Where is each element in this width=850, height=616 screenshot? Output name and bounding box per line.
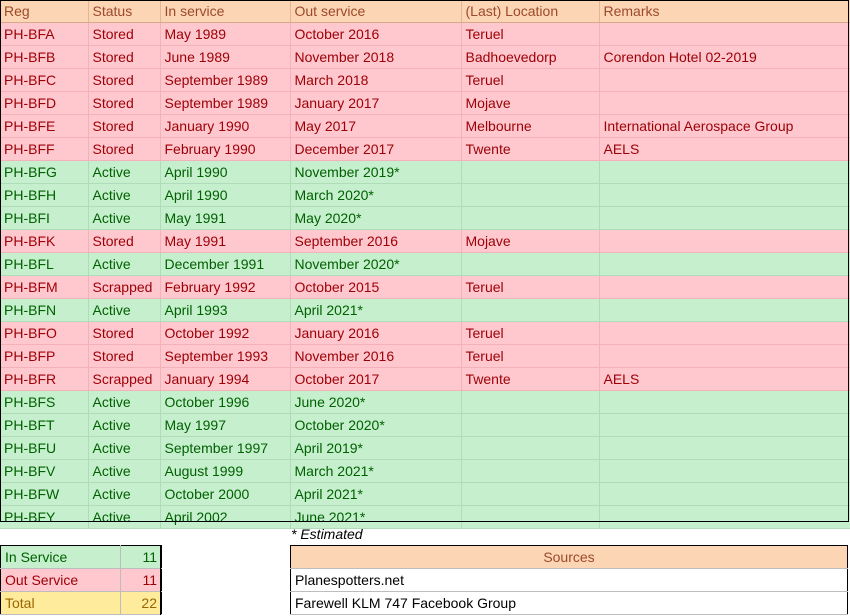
- cell-in-service[interactable]: April 1993: [160, 299, 290, 322]
- estimated-note: * Estimated: [291, 526, 363, 542]
- cell-remarks[interactable]: [599, 483, 850, 506]
- cell-reg[interactable]: PH-BFU: [0, 437, 88, 460]
- cell-location[interactable]: Teruel: [461, 345, 599, 368]
- summary-row: [1, 546, 162, 569]
- cell-remarks[interactable]: Corendon Hotel 02-2019: [599, 46, 850, 69]
- cell-reg[interactable]: PH-BFA: [0, 23, 88, 46]
- cell-reg[interactable]: PH-BFG: [0, 161, 88, 184]
- cell-in-service[interactable]: September 1993: [160, 345, 290, 368]
- cell-reg[interactable]: PH-BFP: [0, 345, 88, 368]
- cell-status[interactable]: Stored: [88, 23, 160, 46]
- header-location[interactable]: (Last) Location: [461, 0, 599, 23]
- cell-out-service[interactable]: May 2020*: [290, 207, 461, 230]
- summary-row: [1, 569, 162, 592]
- cell-status[interactable]: Active: [88, 506, 160, 529]
- cell-status[interactable]: Stored: [88, 230, 160, 253]
- cell-in-service[interactable]: April 1990: [160, 161, 290, 184]
- cell-reg[interactable]: PH-BFL: [0, 253, 88, 276]
- cell-reg[interactable]: PH-BFT: [0, 414, 88, 437]
- cell-out-service[interactable]: January 2017: [290, 92, 461, 115]
- cell-out-service[interactable]: June 2020*: [290, 391, 461, 414]
- sources-table: [290, 545, 848, 615]
- cell-location[interactable]: [461, 299, 599, 322]
- summary-row: [1, 592, 162, 615]
- table-row: [0, 46, 850, 69]
- table-row: [0, 391, 850, 414]
- cell-remarks[interactable]: AELS: [599, 368, 850, 391]
- summary-label[interactable]: In Service: [1, 546, 121, 569]
- cell-out-service[interactable]: June 2021*: [290, 506, 461, 529]
- table-row: [0, 115, 850, 138]
- cell-remarks[interactable]: [599, 230, 850, 253]
- cell-out-service[interactable]: November 2018: [290, 46, 461, 69]
- cell-reg[interactable]: PH-BFD: [0, 92, 88, 115]
- cell-remarks[interactable]: [599, 322, 850, 345]
- cell-remarks[interactable]: International Aerospace Group: [599, 115, 850, 138]
- cell-status[interactable]: Active: [88, 391, 160, 414]
- cell-remarks[interactable]: [599, 345, 850, 368]
- cell-location[interactable]: Mojave: [461, 230, 599, 253]
- cell-in-service[interactable]: May 1997: [160, 414, 290, 437]
- cell-in-service[interactable]: October 2000: [160, 483, 290, 506]
- cell-reg[interactable]: PH-BFH: [0, 184, 88, 207]
- cell-in-service[interactable]: October 1992: [160, 322, 290, 345]
- header-out-service[interactable]: Out service: [290, 0, 461, 23]
- cell-location[interactable]: Twente: [461, 368, 599, 391]
- cell-remarks[interactable]: [599, 92, 850, 115]
- header-reg[interactable]: Reg: [0, 0, 88, 23]
- summary-label[interactable]: Out Service: [1, 569, 121, 592]
- cell-status[interactable]: Active: [88, 460, 160, 483]
- cell-status[interactable]: Active: [88, 299, 160, 322]
- cell-reg[interactable]: PH-BFO: [0, 322, 88, 345]
- cell-out-service[interactable]: October 2017: [290, 368, 461, 391]
- cell-status[interactable]: Stored: [88, 322, 160, 345]
- source-item[interactable]: Planespotters.net: [291, 569, 848, 592]
- cell-out-service[interactable]: November 2019*: [290, 161, 461, 184]
- cell-remarks[interactable]: [599, 253, 850, 276]
- cell-out-service[interactable]: March 2021*: [290, 460, 461, 483]
- cell-remarks[interactable]: [599, 460, 850, 483]
- cell-out-service[interactable]: January 2016: [290, 322, 461, 345]
- cell-reg[interactable]: PH-BFF: [0, 138, 88, 161]
- cell-location[interactable]: Teruel: [461, 276, 599, 299]
- table-row: [0, 253, 850, 276]
- table-row: [0, 299, 850, 322]
- cell-location[interactable]: Teruel: [461, 322, 599, 345]
- cell-location[interactable]: [461, 414, 599, 437]
- cell-status[interactable]: Active: [88, 483, 160, 506]
- table-row: [0, 368, 850, 391]
- summary-label[interactable]: Total: [1, 592, 121, 615]
- summary-value[interactable]: 11: [121, 546, 162, 569]
- cell-out-service[interactable]: March 2018: [290, 69, 461, 92]
- cell-in-service[interactable]: January 1994: [160, 368, 290, 391]
- cell-remarks[interactable]: [599, 207, 850, 230]
- table-row: [0, 345, 850, 368]
- cell-status[interactable]: Active: [88, 161, 160, 184]
- cell-in-service[interactable]: February 1992: [160, 276, 290, 299]
- cell-out-service[interactable]: April 2021*: [290, 299, 461, 322]
- cell-in-service[interactable]: February 1990: [160, 138, 290, 161]
- cell-in-service[interactable]: April 1990: [160, 184, 290, 207]
- cell-location[interactable]: [461, 460, 599, 483]
- cell-reg[interactable]: PH-BFW: [0, 483, 88, 506]
- cell-status[interactable]: Stored: [88, 345, 160, 368]
- cell-reg[interactable]: PH-BFI: [0, 207, 88, 230]
- cell-remarks[interactable]: [599, 391, 850, 414]
- cell-status[interactable]: Scrapped: [88, 276, 160, 299]
- table-row: [0, 92, 850, 115]
- cell-status[interactable]: Stored: [88, 138, 160, 161]
- table-row: [0, 184, 850, 207]
- cell-reg[interactable]: PH-BFR: [0, 368, 88, 391]
- cell-out-service[interactable]: October 2016: [290, 23, 461, 46]
- cell-out-service[interactable]: October 2020*: [290, 414, 461, 437]
- cell-status[interactable]: Active: [88, 253, 160, 276]
- cell-location[interactable]: Badhoevedorp: [461, 46, 599, 69]
- cell-location[interactable]: [461, 161, 599, 184]
- cell-remarks[interactable]: [599, 299, 850, 322]
- cell-out-service[interactable]: April 2021*: [290, 483, 461, 506]
- cell-location[interactable]: Melbourne: [461, 115, 599, 138]
- cell-location[interactable]: Teruel: [461, 23, 599, 46]
- cell-status[interactable]: Active: [88, 207, 160, 230]
- cell-status[interactable]: Stored: [88, 115, 160, 138]
- cell-status[interactable]: Stored: [88, 46, 160, 69]
- cell-reg[interactable]: PH-BFS: [0, 391, 88, 414]
- table-row: [0, 207, 850, 230]
- cell-reg[interactable]: PH-BFC: [0, 69, 88, 92]
- summary-value[interactable]: 22: [121, 592, 162, 615]
- cell-in-service[interactable]: September 1989: [160, 69, 290, 92]
- cell-remarks[interactable]: [599, 69, 850, 92]
- cell-status[interactable]: Active: [88, 414, 160, 437]
- cell-out-service[interactable]: December 2017: [290, 138, 461, 161]
- header-status[interactable]: Status: [88, 0, 160, 23]
- cell-reg[interactable]: PH-BFK: [0, 230, 88, 253]
- cell-location[interactable]: Twente: [461, 138, 599, 161]
- cell-in-service[interactable]: August 1999: [160, 460, 290, 483]
- cell-in-service[interactable]: December 1991: [160, 253, 290, 276]
- cell-in-service[interactable]: May 1989: [160, 23, 290, 46]
- cell-location[interactable]: [461, 184, 599, 207]
- cell-remarks[interactable]: [599, 184, 850, 207]
- cell-location[interactable]: [461, 437, 599, 460]
- cell-out-service[interactable]: October 2015: [290, 276, 461, 299]
- table-row: [0, 506, 850, 529]
- table-row: [0, 69, 850, 92]
- cell-in-service[interactable]: September 1997: [160, 437, 290, 460]
- table-row: [0, 23, 850, 46]
- table-row: [0, 161, 850, 184]
- cell-out-service[interactable]: September 2016: [290, 230, 461, 253]
- cell-in-service[interactable]: May 1991: [160, 230, 290, 253]
- table-row: [0, 483, 850, 506]
- cell-reg[interactable]: PH-BFY: [0, 506, 88, 529]
- cell-status[interactable]: Active: [88, 184, 160, 207]
- cell-remarks[interactable]: [599, 437, 850, 460]
- summary-value[interactable]: 11: [121, 569, 162, 592]
- cell-out-service[interactable]: April 2019*: [290, 437, 461, 460]
- table-row: [0, 230, 850, 253]
- cell-remarks[interactable]: [599, 23, 850, 46]
- cell-reg[interactable]: PH-BFM: [0, 276, 88, 299]
- cell-status[interactable]: Scrapped: [88, 368, 160, 391]
- cell-out-service[interactable]: May 2017: [290, 115, 461, 138]
- header-in-service[interactable]: In service: [160, 0, 290, 23]
- header-remarks[interactable]: Remarks: [599, 0, 850, 23]
- cell-in-service[interactable]: January 1990: [160, 115, 290, 138]
- cell-out-service[interactable]: November 2020*: [290, 253, 461, 276]
- cell-in-service[interactable]: September 1989: [160, 92, 290, 115]
- cell-location[interactable]: [461, 483, 599, 506]
- summary-table: [0, 545, 162, 615]
- cell-out-service[interactable]: November 2016: [290, 345, 461, 368]
- table-row: [0, 460, 850, 483]
- table-row: [0, 437, 850, 460]
- cell-remarks[interactable]: [599, 276, 850, 299]
- cell-in-service[interactable]: June 1989: [160, 46, 290, 69]
- cell-status[interactable]: Stored: [88, 69, 160, 92]
- table-row: [0, 138, 850, 161]
- cell-status[interactable]: Active: [88, 437, 160, 460]
- cell-remarks[interactable]: [599, 506, 850, 529]
- cell-remarks[interactable]: AELS: [599, 138, 850, 161]
- cell-remarks[interactable]: [599, 161, 850, 184]
- cell-in-service[interactable]: April 2002: [160, 506, 290, 529]
- cell-in-service[interactable]: May 1991: [160, 207, 290, 230]
- cell-reg[interactable]: PH-BFE: [0, 115, 88, 138]
- table-row: [0, 414, 850, 437]
- cell-location[interactable]: Teruel: [461, 69, 599, 92]
- cell-in-service[interactable]: October 1996: [160, 391, 290, 414]
- cell-out-service[interactable]: March 2020*: [290, 184, 461, 207]
- cell-reg[interactable]: PH-BFN: [0, 299, 88, 322]
- blank-cells: [160, 545, 291, 615]
- cell-location[interactable]: [461, 207, 599, 230]
- cell-location[interactable]: [461, 253, 599, 276]
- header-row: [0, 0, 850, 23]
- cell-reg[interactable]: PH-BFB: [0, 46, 88, 69]
- cell-location[interactable]: Mojave: [461, 92, 599, 115]
- cell-remarks[interactable]: [599, 414, 850, 437]
- cell-location[interactable]: [461, 391, 599, 414]
- sources-title[interactable]: Sources: [291, 546, 848, 569]
- table-row: [0, 276, 850, 299]
- cell-reg[interactable]: PH-BFV: [0, 460, 88, 483]
- table-row: [0, 322, 850, 345]
- cell-status[interactable]: Stored: [88, 92, 160, 115]
- cell-location[interactable]: [461, 506, 599, 529]
- source-item[interactable]: Farewell KLM 747 Facebook Group: [291, 592, 848, 615]
